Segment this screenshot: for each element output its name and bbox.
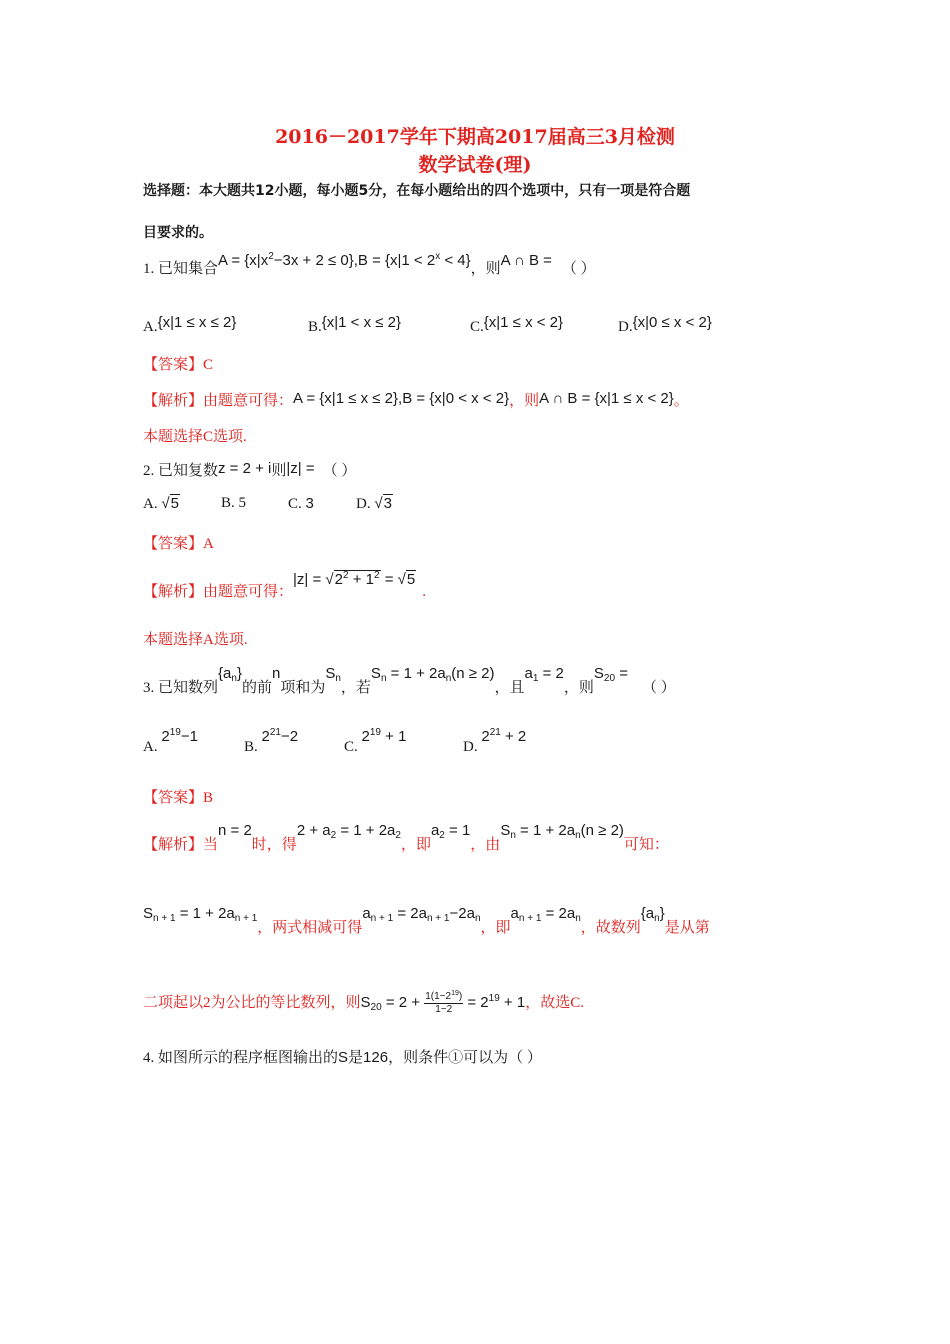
q2-explanation [143,568,426,600]
q1-setA-exp: 2 [268,251,274,262]
q3-jiexi2-an [641,905,665,922]
q2-opt-a-sqrt: √5 [161,495,179,512]
q3-option-c [344,727,407,755]
q1-opt-b-value: {x|1 < x ≤ 2} [321,314,402,331]
q3-jiexi1-eq-a: 2 + a [296,822,331,839]
q1-jiexi-then: ，则 [509,393,540,409]
q3-jiexi1-a2 [431,822,470,839]
q3-jiexi1-a2-letter: a [430,822,440,839]
q3-an-open: {a [218,665,232,682]
q3-opt-c-base: 2 [361,728,370,745]
q3-formula [371,665,495,682]
q3-formula-end: (n ≥ 2) [451,665,495,682]
q2-opt-a-radicand: 5 [170,495,179,512]
question-1 [143,251,596,278]
q2-jiexi-eq: = [380,571,394,588]
q1-opt-c-value: {x|1 ≤ x < 2} [483,314,564,331]
q2-conclusion: 本题选择A选项. [143,632,248,648]
q4-rest: ，则条件①可以为（ ） [388,1050,542,1066]
q3-a1-sub: 1 [532,673,539,684]
q3-formula-rest: = 1 + 2a [386,665,446,682]
q2-opt-a-label: A. [143,496,158,512]
q3-explanation-line3 [143,990,584,1016]
q3-jiexi2-S-letter: S [143,905,154,922]
q3-jiexi2-S-rest: = 1 + 2a [175,905,235,922]
q4-shi: 是 [348,1050,364,1066]
q1-opt-c-label: C. [470,319,484,335]
q1-opt-d-label: D. [618,319,633,335]
q2-opt-c-value: 3 [305,495,314,512]
q3-jiexi2-b-sub: n + 1 [518,913,542,924]
q1-opt-d-value: {x|0 ≤ x < 2} [632,314,712,331]
q3-an-close: } [236,665,242,682]
q3-jiexi2-a-sub2: n + 1 [426,913,450,924]
q2-option-b [221,495,246,512]
q3-formula-S: S [370,665,381,682]
q3-jiexi1-f-rest: = 1 + 2a [515,822,576,839]
q3-jiexi3-S: S [360,994,371,1012]
q3-jiexi1-label: 【解析】当 [143,837,219,853]
q2-then: 则 [271,463,287,479]
q3-jiexi2-b-letter: a [510,905,519,922]
q3-jiexi1-f-sub2: n [575,830,581,841]
q3-formula-sub2: n [445,673,452,684]
q1-answer: 【答案】C [143,357,214,373]
q3-jiexi1-you: ，由 [470,837,501,853]
q3-jiexi3-num-close: ) [458,991,463,1003]
q3-xiang: 项和为 [280,680,326,696]
q3-jiexi2-an-close: } [659,905,665,922]
q3-jiexi3-eq: = 2 + [381,994,421,1012]
q1-opt-a-label: A. [143,319,158,335]
q3-explanation-line2 [143,902,710,936]
q3-opt-b-rest: −2 [280,728,299,745]
q2-jiexi-math [293,571,416,588]
q3-a1-letter: a [524,665,533,682]
q3-jiexi1-f-sub: n [510,830,516,841]
q2-opt-d-sqrt: √3 [374,495,392,512]
q3-jiexi3-S-sub: 20 [370,1002,382,1014]
q3-S20 [594,665,628,682]
q2-jiexi-exp1: 2 [343,570,349,581]
q3-n: n [271,665,281,682]
q3-jiexi2-a-sub: n + 1 [370,913,394,924]
q3-opt-b-value [262,728,299,745]
q3-a1 [525,665,564,682]
q2-prefix: 2. 已知复数 [143,463,219,479]
q3-jiexi2-a-sub3: n [474,913,481,924]
q2-z: z = 2 + i [218,460,272,477]
q1-option-d [618,314,712,336]
section-intro-line2: 目要求的。 [143,225,213,241]
q3-jiexi1-a2-rest: = 1 [444,822,471,839]
q3-jiexi2-a-rest2: −2a [449,905,475,922]
q3-Sn [325,665,341,682]
q2-opt-d-radicand: 3 [383,495,392,512]
q3-explanation-line1 [143,819,669,853]
q3-jiexi2-b-sub2: n [575,913,581,924]
q1-intersection: A ∩ B = [500,252,552,269]
q3-opt-d-label: D. [463,739,478,755]
q3-option-a [143,727,198,755]
q3-jiexi1-eq-sub: 2 [330,830,337,841]
q3-jiexi3-num: 1(1−2 [425,991,452,1003]
q2-jiexi-sqrt: $√2^2 + 1^2$ [325,570,380,588]
q1-setB-exp: x [435,251,441,262]
q1-setA: A = {x|x [218,252,269,269]
q3-jiexi2-a [362,905,480,922]
q3-jiexi3-denominator: 1−2 [435,1004,453,1016]
q3-qie: ，且 [494,680,525,696]
q2-jiexi-end: . [422,584,426,600]
q3-jiexi3-exp: 19 [488,993,500,1005]
q2-jiexi-label: 【解析】由题意可得： [143,584,294,600]
q3-ze: ，则 [563,680,594,696]
q2-opt-b-value: 5 [238,495,247,511]
q1-jiexi-end: 。 [673,393,689,409]
q1-paren: （ ） [561,261,596,277]
q3-opt-c-exp: 19 [369,727,381,738]
q3-jiexi1-a2-sub: 2 [439,830,445,841]
q3-opt-c-rest: + 1 [380,728,407,745]
q1-setB-rest: < 4} [440,252,471,269]
q3-jiexi3-end: ，故选C. [525,995,584,1012]
q2-opt-c-label: C. [288,496,302,512]
q3-opt-d-base: 2 [481,728,490,745]
q2-abs: |z| = [286,460,315,477]
q4-value: 126 [363,1049,389,1066]
q3-an [218,665,242,682]
q1-jiexi-label: 【解析】由题意可得： [143,393,294,409]
q1-jiexi-math: A = {x|1 ≤ x ≤ 2},B = {x|0 < x < 2} [293,390,510,407]
q2-answer: 【答案】A [143,536,214,552]
q3-qian: 的前 [241,680,272,696]
q3-option-b [244,727,299,755]
page-subtitle: 数学试卷(理) [418,154,532,176]
q1-option-a [143,314,237,336]
q3-jiexi2-b-rest: = 2a [541,905,576,922]
q3-jiexi3-eq2: = 2 [463,994,489,1012]
q2-jiexi-exp2: 2 [374,570,380,581]
q3-a1-rest: = 2 [538,665,564,682]
q3-jiexi1-eq-sub2: 2 [395,830,401,841]
q1-prefix: 1. 已知集合 [143,261,219,277]
q3-jiexi2-a-rest: = 2a [393,905,427,922]
q3-jiexi2-end: 是从第 [664,920,710,936]
q3-opt-a-value [161,728,198,745]
q3-jiexi1-kz: 可知： [623,837,669,853]
section-intro-line1: 选择题：本大题共12小题，每小题5分，在每小题给出的四个选项中，只有一项是符合题 [143,183,691,199]
q3-jiexi1-eq [297,822,401,839]
q1-conclusion: 本题选择C选项. [143,429,247,445]
q3-jiexi2-ji: ，即 [480,920,511,936]
q2-paren: （ ） [322,463,357,479]
q1-option-c [470,314,564,336]
q1-option-b [308,314,402,336]
q3-jiexi1-f-end: (n ≥ 2) [580,822,624,839]
q3-jiexi2-gsl: ，故数列 [580,920,641,936]
q3-jiexi2-lsxj: ，两式相减可得 [257,920,363,936]
q3-opt-c-value [362,728,407,745]
q3-opt-a-rest: −1 [180,728,198,745]
q2-option-a [143,495,180,513]
q3-jiexi3-numerator [424,990,463,1004]
q3-ruo: ，若 [340,680,371,696]
q3-an-sub: n [231,673,237,684]
q2-jiexi-abs: |z| = [293,571,322,588]
q1-set-math [218,252,471,269]
q1-jiexi-math2: A ∩ B = {x|1 ≤ x < 2} [539,390,674,407]
q4-S: S [338,1049,349,1066]
q3-opt-b-label: B. [244,739,258,755]
q2-option-d [356,495,393,513]
q2-opt-b-label: B. [221,495,235,511]
q3-S20-rest: = [615,665,628,682]
q3-jiexi3-math [360,990,526,1016]
q3-Sn-sub: n [335,673,341,684]
q4-prefix: 4. 如图所示的程序框图输出的 [143,1050,339,1066]
q3-jiexi2-b [511,905,581,922]
q3-jiexi2-a-letter: a [362,905,371,922]
q1-opt-a-value: {x|1 ≤ x ≤ 2} [157,314,237,331]
q2-opt-d-label: D. [356,496,371,512]
q3-paren: （ ） [641,680,676,696]
q3-jiexi1-f-S: S [500,822,511,839]
q3-jiexi3-plus: + 1 [499,994,526,1012]
q3-answer: 【答案】B [143,790,214,806]
q2-jiexi-base1: 2 [334,571,343,588]
q3-Sn-letter: S [325,665,336,682]
q3-jiexi3-text: 二项起以2为公比的等比数列，则 [143,995,361,1012]
q2-jiexi-rad5: 5 [406,571,416,588]
q3-jiexi2-S-sub: n + 1 [153,913,176,924]
q3-jiexi2-S-sub2: n + 1 [234,913,258,924]
q3-jiexi2-an-open: {a [640,905,655,922]
q1-opt-b-label: B. [308,319,322,335]
q3-opt-a-exp: 19 [169,727,181,738]
q2-option-c [288,495,314,513]
q3-jiexi2-an-sub: n [654,913,660,924]
q2-jiexi-sqrt5: √5 [397,571,416,588]
q3-S20-sub: 20 [603,673,616,684]
q3-opt-a-label: A. [143,739,158,755]
q1-setA-rest: −3x + 2 ≤ 0},B = {x|1 < 2 [273,252,436,269]
q3-S20-letter: S [593,665,604,682]
q3-prefix: 3. 已知数列 [143,680,219,696]
q3-opt-d-value [481,728,526,745]
q3-jiexi3-num-exp: 19 [451,990,459,997]
q2-jiexi-radicand [334,570,381,588]
q3-jiexi1-ji: ，即 [400,837,431,853]
q3-jiexi1-shi: 时，得 [251,837,297,853]
q3-opt-a-base: 2 [161,728,170,745]
q3-opt-b-exp: 21 [269,727,281,738]
q3-opt-c-label: C. [344,739,358,755]
q2-jiexi-plus: + 1 [348,571,374,588]
q3-jiexi1-eq-rest: = 1 + 2a [336,822,396,839]
q3-option-d [463,727,527,755]
q3-opt-b-base: 2 [261,728,270,745]
q3-jiexi3-fraction [424,990,463,1016]
q3-jiexi1-formula [500,822,624,839]
question-3 [143,662,676,696]
q1-explanation [143,389,689,410]
q3-formula-sub: n [380,673,387,684]
q3-opt-d-exp: 21 [489,727,501,738]
q3-jiexi2-S [143,905,257,922]
q3-jiexi1-n: n = 2 [218,822,252,839]
page-title: 2016－2017学年下期高2017届高三3月检测 [275,126,675,148]
question-4 [143,1046,542,1067]
q1-then: ，则 [470,261,501,277]
q3-opt-d-rest: + 2 [500,728,527,745]
question-2 [143,459,356,480]
